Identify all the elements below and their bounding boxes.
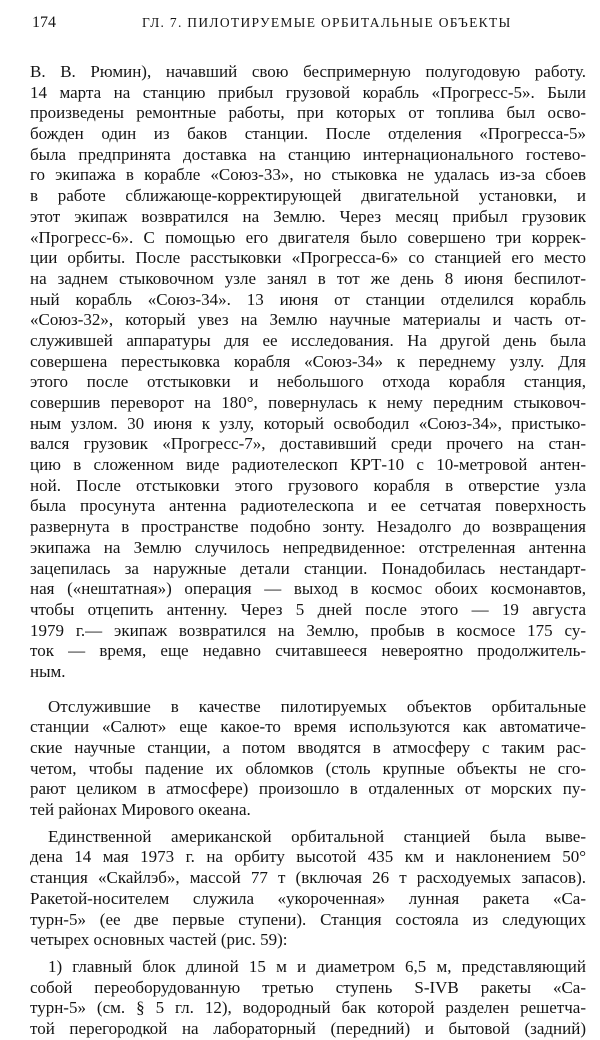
body-text	[30, 62, 586, 1040]
text-line: ток — время, еще недавно считавшееся невероятно продолжитель-	[30, 641, 586, 661]
text-line: 1979 г.— экипаж возвратился на Землю, пробыв в космосе 175 су-	[30, 620, 586, 640]
text-line: Ракетой-носителем служила «укороченная» лунная ракета «Са-	[30, 888, 586, 908]
text-line: совершив переворот на 180°, повернулась к нему передним стыковоч-	[30, 393, 586, 412]
text-line: той перегородкой на лабораторный (передний) и бытовой (задний)	[30, 1018, 586, 1038]
text-line: тей районах Мирового океана.	[30, 800, 251, 820]
text-line: турн-5» (см. § 5 гл. 12), водородный бак которой разделен решетча-	[30, 998, 586, 1018]
text-line: ная («нештатная») операция — выход в космос обоих космонавтов,	[30, 579, 586, 599]
text-line: 14 марта на станцию прибыл грузовой корабль «Прогресс-5». Были	[30, 82, 586, 102]
text-line: совершена перестыковка корабля «Союз-34» к переднему узлу. Для	[30, 351, 586, 371]
text-line: рают целиком в атмосфере) произошло в отдаленных от морских пу-	[30, 779, 586, 799]
text-line: в работе сближающе-корректирующей двигательной установки, и	[30, 186, 586, 206]
text-line: божден один из баков станции. После отделения «Прогресса-5»	[30, 124, 586, 144]
text-line: ские научные станции, а потом вводятся в атмосферу с таким рас-	[30, 738, 586, 757]
text-line: четом, чтобы падение их обломков (столь крупные объекты не сго-	[30, 758, 586, 778]
text-line: Единственной американской орбитальной станцией была выве-	[48, 826, 586, 846]
page-header	[32, 14, 572, 40]
text-line: была просунута антенна радиотелескопа и ее сетчатая поверхность	[30, 496, 586, 516]
text-line: ный корабль «Союз-34». 13 июня от станции отделился корабль	[30, 289, 586, 309]
text-line: четырех основных частей (рис. 59):	[30, 930, 288, 950]
running-title: ГЛ. 7. ПИЛОТИРУЕМЫЕ ОРБИТАЛЬНЫЕ ОБЪЕКТЫ	[142, 15, 512, 30]
text-line: чтобы отцепить антенну. Через 5 дней после этого — 19 августа	[30, 599, 586, 619]
text-line: собой переоборудованную третью ступень S-IVB ракеты «Са-	[30, 977, 586, 997]
text-line: зацепилась за наружные детали станции. Понадобилась нестандарт-	[30, 558, 586, 578]
paragraph-1	[30, 62, 586, 683]
text-line: произведены ремонтные работы, при которых от топлива был осво-	[30, 103, 586, 123]
text-line: вался грузовик «Прогресс-7», доставивший среди прочего на стан-	[30, 434, 586, 454]
text-line: на заднем стыковочном узле занял в тот же день 8 июня беспилот-	[30, 268, 586, 288]
paragraph-2	[30, 697, 586, 821]
text-line: «Союз-32», который увез на Землю научные материалы и часть от-	[30, 310, 586, 330]
text-line: служившей аппаратуры для ее исследования. На другой день была	[30, 330, 586, 350]
text-line: экипажа на Землю случилось непредвиденное: отстреленная антенна	[30, 537, 586, 557]
text-line: Отслужившие в качестве пилотируемых объектов орбитальные	[48, 696, 586, 716]
text-line: В. В. Рюмин), начавший свою беспримерную полугодовую работу.	[30, 62, 586, 81]
text-line: этот экипаж возвратился на Землю. Через месяц прибыл грузовик	[30, 206, 586, 226]
text-line: ции орбиты. После расстыковки «Прогресса-6» со станцией его место	[30, 248, 586, 268]
page-number: 174	[32, 14, 56, 31]
paragraph-3	[30, 827, 586, 951]
text-line: развернута в пространстве подобно зонту. Незадолго до возвращения	[30, 517, 586, 537]
text-line: этого после отстыковки и небольшого отхода корабля станция,	[30, 372, 586, 392]
text-line: го экипажа в корабле «Союз-33», но стыковка не удалась из-за сбоев	[30, 165, 586, 185]
text-line: станция «Скайлэб», массой 77 т (включая 26 т расходуемых запасов).	[30, 868, 586, 888]
paragraph-4	[30, 957, 586, 1040]
paragraph-gap	[30, 683, 586, 697]
text-line: «Прогресс-6». С помощью его двигателя было совершено три коррек-	[30, 227, 586, 247]
text-line: дена 14 мая 1973 г. на орбиту высотой 435 км и наклонением 50°	[30, 847, 586, 867]
text-line: цию в сложенном виде радиотелескоп КРТ-10 с 10-метровой антен-	[30, 455, 586, 475]
text-line: станции «Салют» еще какое-то время используются как автоматиче-	[30, 717, 586, 737]
text-line: ной. После отстыковки этого грузового корабля в отверстие узла	[30, 475, 586, 495]
text-line: 1) главный блок длиной 15 м и диаметром 6,5 м, представляющий	[48, 956, 586, 976]
text-line: была предпринята доставка на станцию интернационального гостево-	[30, 144, 586, 164]
text-line: ным узлом. 30 июня к узлу, который освободил «Союз-34», пристыко-	[30, 413, 586, 433]
text-line: турн-5» (ее две первые ступени). Станция состояла из следующих	[30, 909, 586, 929]
text-line: ным.	[30, 661, 66, 681]
